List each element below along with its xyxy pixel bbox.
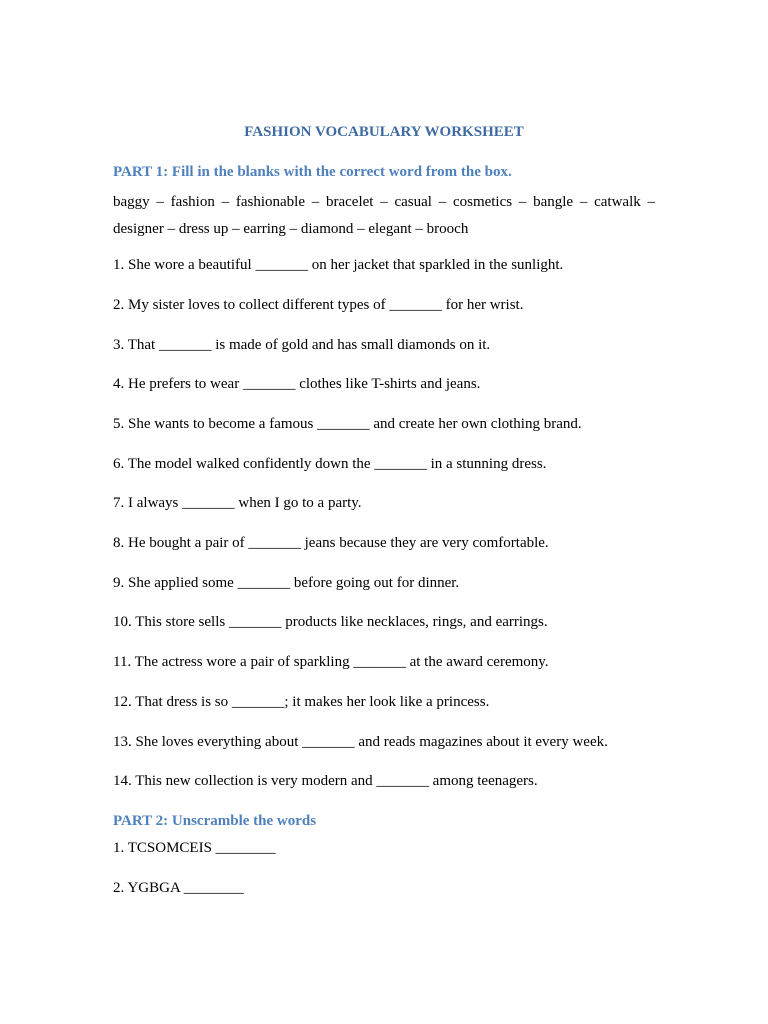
part1-question-5: 5. She wants to become a famous _______ and create her own clothing brand. <box>113 416 582 432</box>
worksheet-title: FASHION VOCABULARY WORKSHEET <box>244 124 524 140</box>
part2-question-2: 2. YGBGA ________ <box>113 880 244 896</box>
part1-question-3: 3. That _______ is made of gold and has small diamonds on it. <box>113 337 491 353</box>
part1-question-6: 6. The model walked confidently down the _______ in a stunning dress. <box>113 456 547 472</box>
part1-question-11: 11. The actress wore a pair of sparkling _______ at the award ceremony. <box>113 654 549 670</box>
part1-question-14: 14. This new collection is very modern and _______ among teenagers. <box>113 773 538 789</box>
part1-question-9: 9. She applied some _______ before going out for dinner. <box>113 575 460 591</box>
word-box: baggy – fashion – fashionable – bracelet – casual – cosmetics – bangle – catwalk – designer – dress up – earring – diamond – elegant – brooch <box>113 194 655 237</box>
part1-question-8: 8. He bought a pair of _______ jeans because they are very comfortable. <box>113 535 549 551</box>
part2-question-1: 1. TCSOMCEIS ________ <box>113 840 276 856</box>
part1-question-7: 7. I always _______ when I go to a party. <box>113 495 362 511</box>
part1-question-2: 2. My sister loves to collect different types of _______ for her wrist. <box>113 297 524 313</box>
part1-question-1: 1. She wore a beautiful _______ on her jacket that sparkled in the sunlight. <box>113 257 564 273</box>
part1-question-13: 13. She loves everything about _______ and reads magazines about it every week. <box>113 734 608 750</box>
part1-heading: PART 1: Fill in the blanks with the correct word from the box. <box>113 164 512 180</box>
part1-question-12: 12. That dress is so _______; it makes her look like a princess. <box>113 694 490 710</box>
part1-question-4: 4. He prefers to wear _______ clothes like T-shirts and jeans. <box>113 376 481 392</box>
part2-heading: PART 2: Unscramble the words <box>113 813 317 829</box>
part1-question-10: 10. This store sells _______ products like necklaces, rings, and earrings. <box>113 614 548 630</box>
